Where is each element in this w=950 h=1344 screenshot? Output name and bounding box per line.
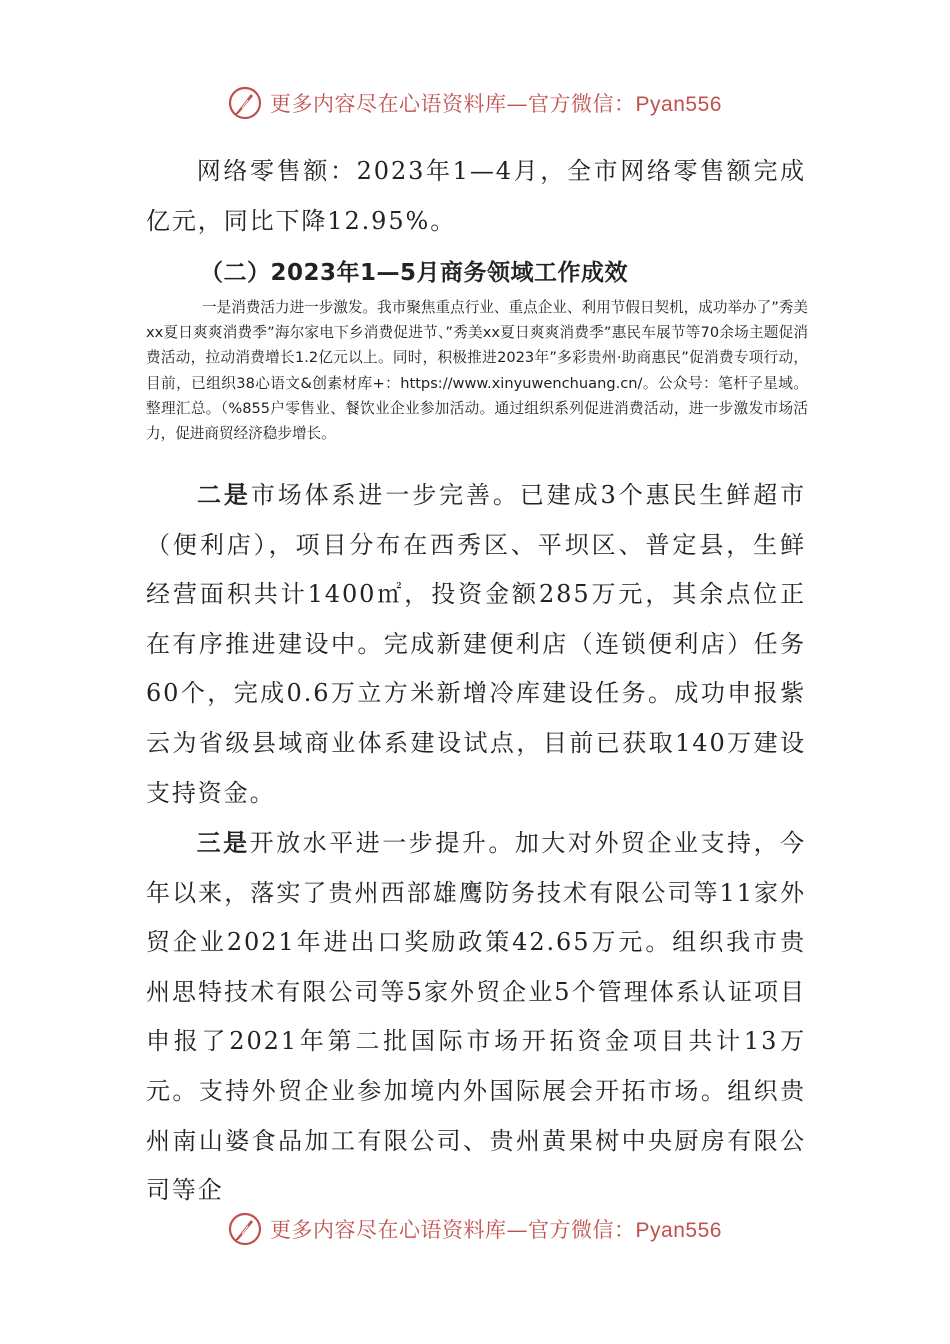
- open-text: 开放水平进一步提升。加大对外贸企业支持，今年以来，落实了贵州西部雄鹰防务技术有限公司等11家外贸企业2021年进出口奖励政策42.65万元。组织我市贵州思特技术有限公司等5家外贸企业5个管理体系认证项目申报了2021年第二批国际市场开拓资金项目共计13万元。支持外贸企业参加境内外国际展会开拓市场。组织贵州南山婆食品加工有限公司、贵州黄果树中央厨房有限公司等企: [146, 829, 806, 1205]
- section-heading: （二）2023年1—5月商务领域工作成效: [200, 260, 629, 286]
- retail-text: 网络零售额：2023年1—4月，全市网络零售额完成亿元，同比下降12.95%。: [146, 157, 806, 235]
- market-lead: 二是: [196, 480, 251, 509]
- quill-pen-logo-icon: [228, 1212, 262, 1246]
- consumption-text: 一是消费活力进一步激发。我市聚焦重点行业、重点企业、利用节假日契机，成功举办了”秀美xx夏日爽爽消费季”海尔家电下乡消费促进节、”秀美xx夏日爽爽消费季”惠民车展节等70余场主题促消费活动，拉动消费增长1.2亿元以上。同时，积极推进2023年”多彩贵州·助商惠民”促消费专项行动，目前，已组织38心语文&创素材库+：https://www.xinyuwenchuang.cn/。公众号：笔杆子星域。整理汇总。（%855户零售业、餐饮业企业参加活动。通过组织系列促进消费活动，进一步激发市场活力，促进商贸经济稳步增长。: [146, 299, 808, 443]
- open-lead: 三是: [196, 828, 250, 857]
- quill-pen-logo-icon: [228, 86, 262, 120]
- consumption-paragraph: [146, 295, 808, 446]
- market-text: 市场体系进一步完善。已建成3个惠民生鲜超市（便利店），项目分布在西秀区、平坝区、普定县，生鲜经营面积共计1400㎡，投资金额285万元，其余点位正在有序推进建设中。完成新建便利店（连锁便利店）任务60个，完成0.6万立方米新增冷库建设任务。成功申报紫云为省级县域商业体系建设试点，目前已获取140万建设支持资金。: [146, 481, 806, 807]
- watermark-header: [0, 86, 950, 120]
- watermark-text: 更多内容尽在心语资料库—官方微信：Pyan556: [270, 92, 722, 116]
- market-paragraph: [146, 470, 806, 818]
- retail-paragraph: [146, 147, 806, 246]
- watermark-text: 更多内容尽在心语资料库—官方微信：Pyan556: [270, 1218, 722, 1242]
- open-paragraph: [146, 818, 806, 1216]
- watermark-footer: [0, 1212, 950, 1246]
